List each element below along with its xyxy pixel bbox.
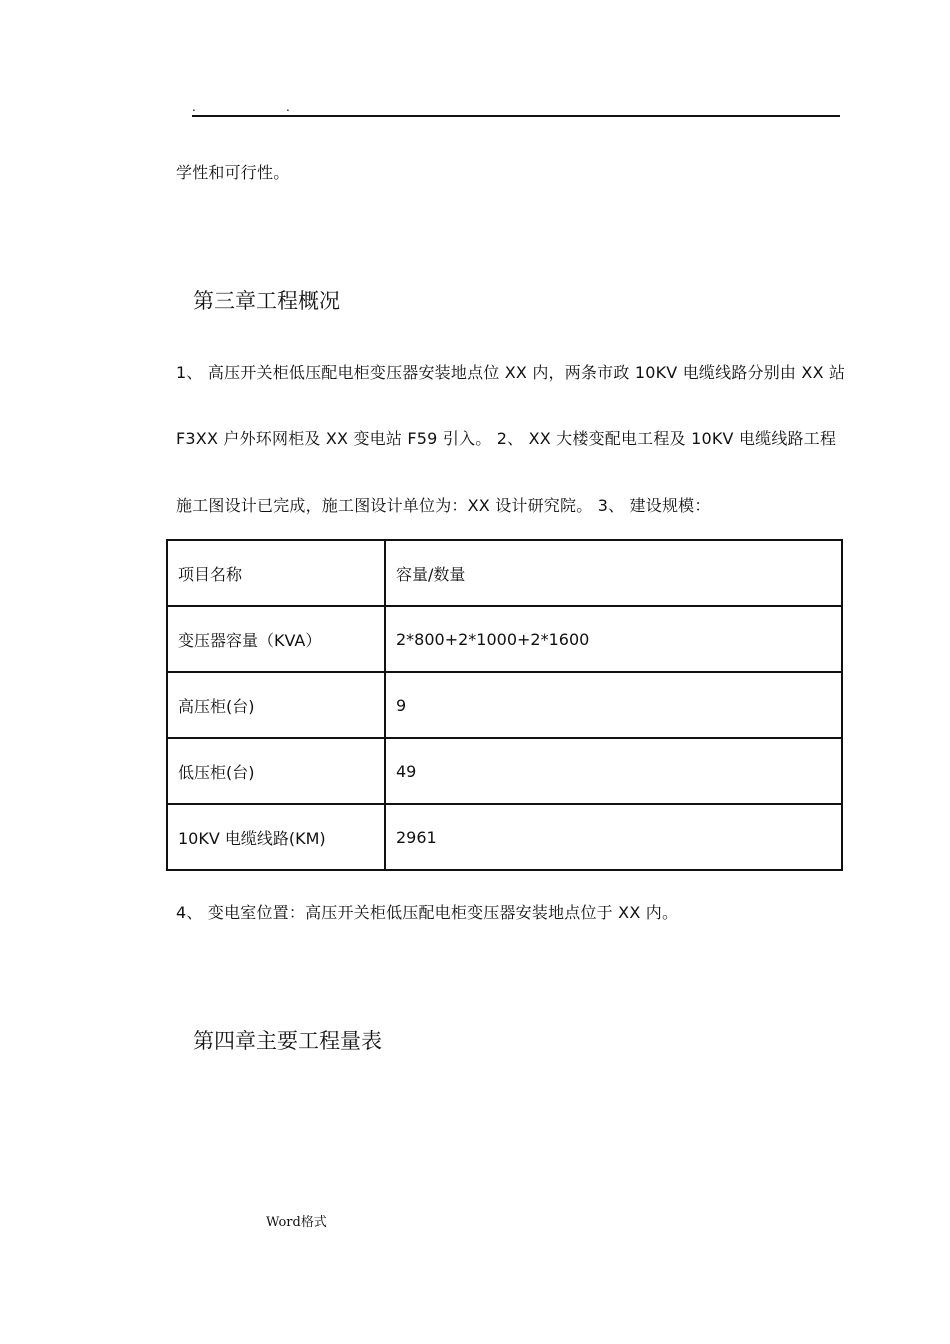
table-row: [167, 738, 842, 804]
footer-label: Word格式: [266, 1215, 327, 1230]
table-row: [167, 540, 842, 606]
item-name-cell: 低压柜(台): [167, 738, 385, 804]
substation-location-text: 4、 变电室位置：高压开关柜低压配电柜变压器安装地点位于 XX 内。: [176, 903, 679, 922]
header-dot-left: .: [192, 100, 196, 114]
item-name-cell: 高压柜(台): [167, 672, 385, 738]
table-row: [167, 606, 842, 672]
paragraph-line-1: 1、 高压开关柜低压配电柜变压器安装地点位 XX 内，两条市政 10KV 电缆线路分别由 XX 站: [176, 363, 846, 382]
paragraph-line-3: 施工图设计已完成，施工图设计单位为：XX 设计研究院。 3、 建设规模：: [176, 496, 711, 515]
header-rule: [192, 115, 840, 117]
table-row: [167, 804, 842, 870]
item-name-cell: 变压器容量（KVA）: [167, 606, 385, 672]
paragraph-line-2: F3XX 户外环网柜及 XX 变电站 F59 引入。 2、 XX 大楼变配电工程及 10KV 电缆线路工程: [176, 429, 837, 448]
construction-scale-table: [166, 539, 843, 871]
item-name-cell: 10KV 电缆线路(KM): [167, 804, 385, 870]
continued-text: 学性和可行性。: [176, 163, 290, 182]
item-value-cell: 2*800+2*1000+2*1600: [385, 606, 842, 672]
item-value-cell: 49: [385, 738, 842, 804]
chapter4-title: 第四章主要工程量表: [193, 1029, 382, 1053]
item-value-cell: 9: [385, 672, 842, 738]
chapter3-title: 第三章工程概况: [193, 289, 340, 313]
item-value-cell: 容量/数量: [385, 540, 842, 606]
item-name-cell: 项目名称: [167, 540, 385, 606]
table-row: [167, 672, 842, 738]
item-value-cell: 2961: [385, 804, 842, 870]
header-dot-right: .: [286, 100, 290, 114]
